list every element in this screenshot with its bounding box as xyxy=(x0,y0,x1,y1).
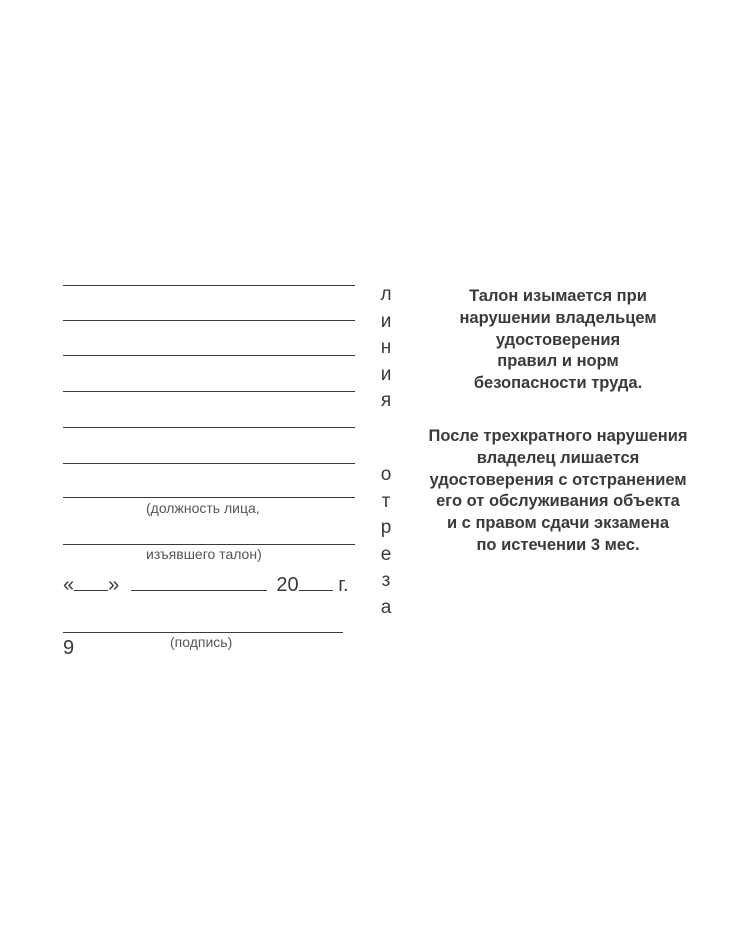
cut-letter: а xyxy=(380,596,392,618)
fill-line-6[interactable] xyxy=(63,463,355,464)
fill-line-position[interactable] xyxy=(63,497,355,498)
notice-line: нарушении владельцем xyxy=(459,308,657,327)
caption-signature: (подпись) xyxy=(170,634,233,650)
cut-letter: л xyxy=(380,284,392,305)
cut-letter: и xyxy=(380,363,392,385)
notice-line: После трехкратного нарушения xyxy=(428,427,688,445)
fill-line-2[interactable] xyxy=(63,320,355,321)
page-number: 9 xyxy=(63,637,75,659)
cut-line-word-liniya xyxy=(376,282,396,415)
date-open-quote: « xyxy=(63,574,75,596)
notice-line: владелец лишается xyxy=(476,448,640,467)
cut-letter: р xyxy=(380,517,392,538)
notice-line: удостоверения с отстранением xyxy=(429,470,687,489)
notice-paragraph-2 xyxy=(408,426,708,557)
cut-letter: е xyxy=(380,543,392,565)
year-prefix: 20 xyxy=(276,574,299,596)
cut-line-word-otreza xyxy=(376,462,396,621)
caption-issuer: изъявшего талон) xyxy=(146,546,262,562)
date-close-quote: » xyxy=(108,574,120,596)
fill-line-4[interactable] xyxy=(63,391,355,392)
notice-line: и с правом сдачи экзамена xyxy=(446,514,670,533)
cut-letter: н xyxy=(380,337,392,358)
signature-line[interactable] xyxy=(63,632,343,633)
fill-line-5[interactable] xyxy=(63,427,355,428)
cut-letter: з xyxy=(381,570,391,591)
notice-line: Талон изымается при xyxy=(469,287,647,305)
cut-letter: и xyxy=(380,310,392,332)
date-row xyxy=(63,572,349,597)
notice-paragraph-1 xyxy=(408,286,708,395)
notice-line: по истечении 3 мес. xyxy=(476,535,640,554)
notice-line: безопасности труда. xyxy=(473,374,643,393)
notice-line: удостоверения xyxy=(495,330,621,349)
notice-line: его от обслуживания объекта xyxy=(436,492,680,511)
day-blank[interactable] xyxy=(74,572,108,591)
cut-letter: я xyxy=(380,390,392,411)
fill-line-1[interactable] xyxy=(63,285,355,286)
year-blank[interactable] xyxy=(299,572,333,591)
cut-letter: о xyxy=(380,464,392,485)
fill-line-3[interactable] xyxy=(63,355,355,356)
fill-line-issuer[interactable] xyxy=(63,544,355,545)
cut-letter: т xyxy=(381,490,391,512)
notice-line: правил и норм xyxy=(497,352,619,371)
month-blank[interactable] xyxy=(131,572,267,591)
caption-position: (должность лица, xyxy=(146,500,260,516)
year-suffix: г. xyxy=(338,574,349,596)
